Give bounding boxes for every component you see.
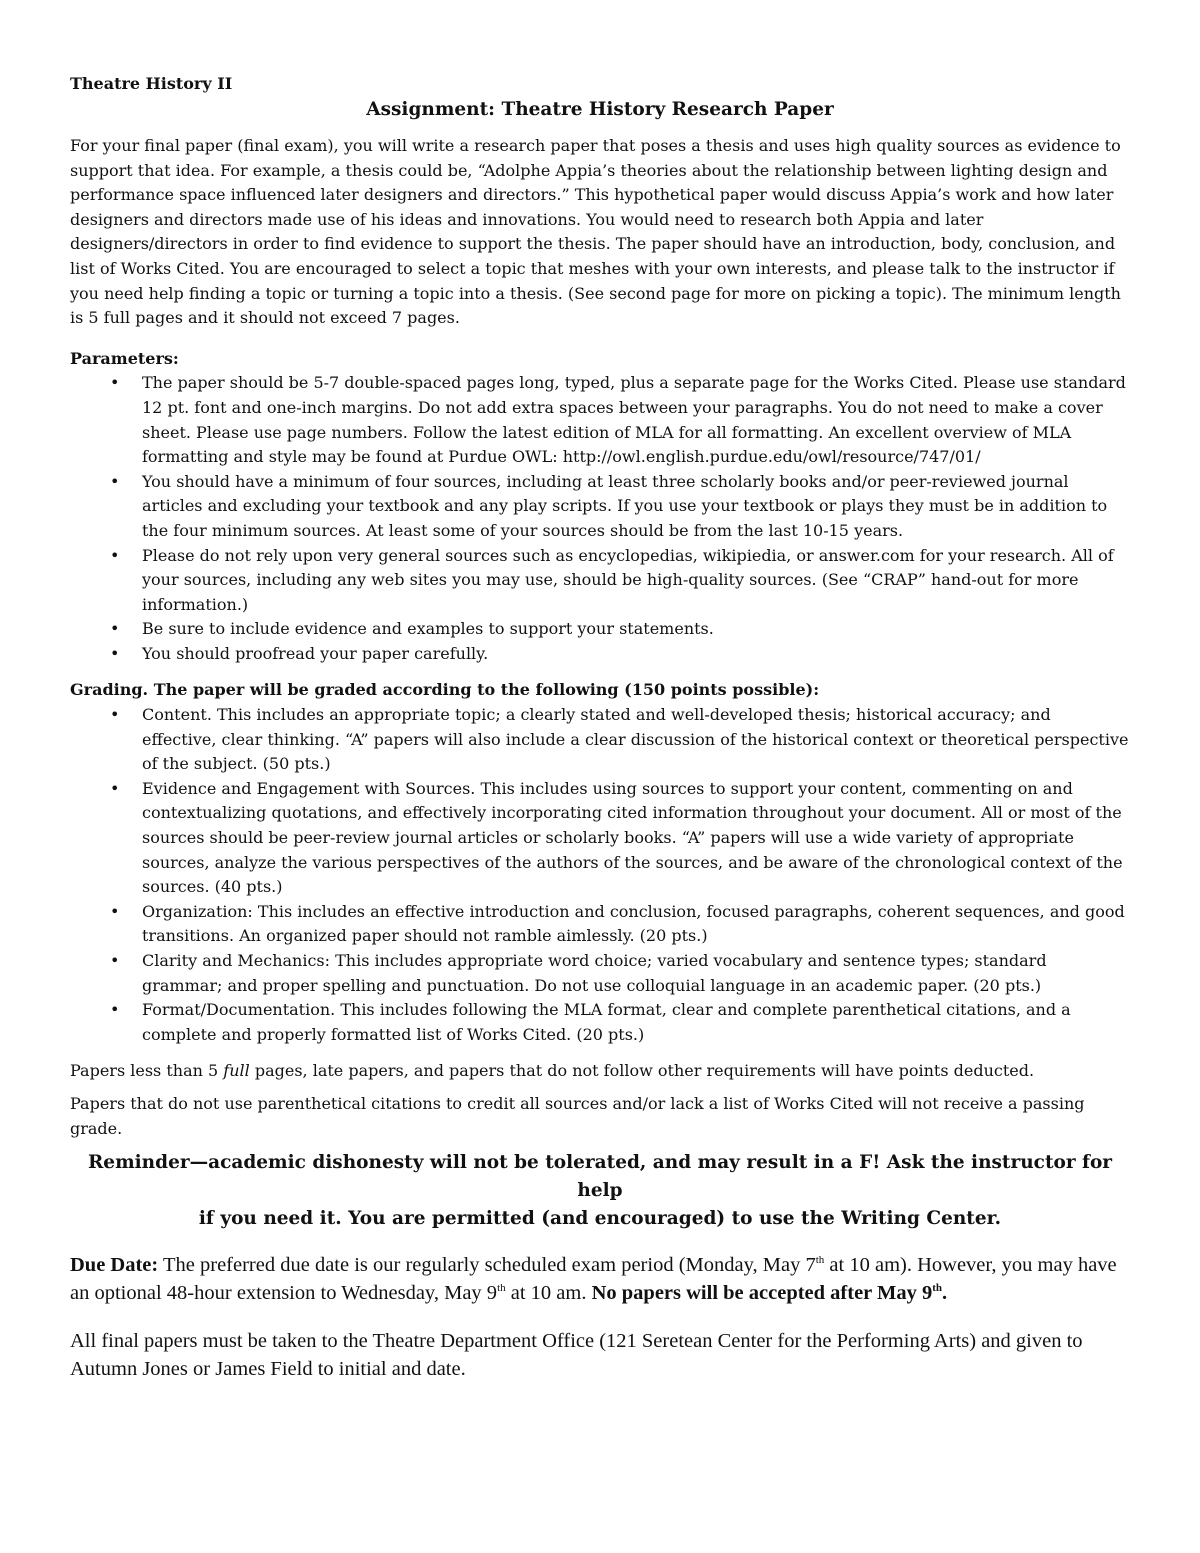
parameters-list [70,371,1130,666]
bullet-icon: • [110,901,120,921]
bullet-icon: • [110,951,120,970]
list-item-text: Content. This includes an appropriate topic; a clearly stated and well-developed thesis; historical accuracy; and effective, clear thinking. “A” papers will also include a clear discussion of the historical context or theoretical perspective of the subject. (50 pts.) [142,705,1129,774]
list-item [70,777,1130,900]
list-item [70,371,1130,469]
due-date-paragraph: Due Date: The preferred due date is our regularly scheduled exam period (Monday, May 7th at 10 am). However, you may have an optional 48-hour extension to Wednesday, May 9th at 10 am. No papers will be accepted after May 9th. [70,1254,1117,1305]
page-title: Assignment: Theatre History Research Paper [366,99,834,120]
bullet-icon: • [110,778,120,798]
list-item-text: Organization: This includes an effective introduction and conclusion, focused paragraphs, coherent sequences, and good transitions. An organized paper should not ramble aimlessly. (20 pts.) [142,901,1125,946]
list-item-text: You should have a minimum of four sources, including at least three scholarly books and/or peer-reviewed journal articles and excluding your textbook and any play scripts. If you use your textbook or plays they must be in addition to the four minimum sources. At least some of your sources should be from the last 10-15 years. [142,471,1108,540]
academic-honesty-reminder: Reminder—academic dishonesty will not be tolerated, and may result in a F! Ask the instructor for help if you need it. You are permitted (and encouraged) to use the Writing Center. [87,1152,1113,1230]
due-date-label: Due Date: [70,1254,159,1277]
bullet-icon: • [110,1000,120,1020]
bullet-icon: • [110,643,120,663]
grading-list [70,703,1130,1047]
submission-instructions: All final papers must be taken to the Theatre Department Office (121 Seretean Center for the Performing Arts) and given to Autumn Jones or James Field to initial and date. [70,1330,1083,1381]
list-item [70,642,1130,667]
course-name: Theatre History II [70,74,233,93]
list-item [70,703,1130,777]
late-policy-text: No papers will be accepted after May 9th. [591,1282,948,1305]
list-item [70,617,1130,642]
grading-heading: Grading. The paper will be graded according to the following (150 points possible): [70,680,820,700]
list-item [70,900,1130,949]
list-item-text: Evidence and Engagement with Sources. This includes using sources to support your content, commenting on and contextualizing quotations, and effectively incorporating cited information throughout your document. All or most of the sources should be peer-review journal articles or scholarly books. “A” papers will use a wide variety of appropriate sources, analyze the various perspectives of the authors of the sources, and be aware of the chronological context of the sources. (40 pts.) [142,778,1123,897]
list-item [70,470,1130,544]
length-penalty-note: Papers less than 5 full pages, late papers, and papers that do not follow other requirements will have points deducted. [70,1061,1035,1081]
bullet-icon: • [110,545,120,565]
list-item-text: You should proofread your paper carefully. [142,643,489,663]
citation-requirement-note: Papers that do not use parenthetical citations to credit all sources and/or lack a list of Works Cited will not receive a passing grade. [70,1093,1085,1138]
parameters-heading: Parameters: [70,348,179,368]
document-page [70,72,1130,1383]
list-item-text: Clarity and Mechanics: This includes appropriate word choice; varied vocabulary and sentence types; standard grammar; and proper spelling and punctuation. Do not use colloquial language in an academic paper. (20 pts.) [142,951,1047,995]
emphasis-full: full [223,1061,250,1081]
bullet-icon: • [110,619,120,639]
bullet-icon: • [110,705,120,725]
bullet-icon: • [110,471,120,491]
list-item-text: Be sure to include evidence and examples to support your statements. [142,619,714,639]
list-item-text: The paper should be 5-7 double-spaced pages long, typed, plus a separate page for the Works Cited. Please use standard 12 pt. font and one-inch margins. Do not add extra spaces between your paragraphs. You do not need to make a cover sheet. Please use page numbers. Follow the latest edition of MLA for all formatting. An excellent overview of MLA formatting and style may be found at Purdue OWL: http://owl.english.purdue.edu/owl/resource/747/01/ [142,373,1126,467]
list-item [70,544,1130,618]
intro-paragraph: For your final paper (final exam), you will write a research paper that poses a thesis and uses high quality sources as evidence to support that idea. For example, a thesis could be, “Adolphe Appia’s theories about the relationship between lighting design and performance space influenced later designers and directors.” This hypothetical paper would discuss Appia’s work and how later designers and directors made use of his ideas and innovations. You would need to research both Appia and later designers/directors in order to find evidence to support the thesis. The paper should have an introduction, body, conclusion, and list of Works Cited. You are encouraged to select a topic that meshes with your own interests, and please talk to the instructor if you need help finding a topic or turning a topic into a thesis. (See second page for more on picking a topic). The minimum length is 5 full pages and it should not exceed 7 pages. [70,136,1121,328]
list-item [70,998,1130,1047]
list-item-text: Format/Documentation. This includes following the MLA format, clear and complete parenthetical citations, and a complete and properly formatted list of Works Cited. (20 pts.) [142,1000,1071,1044]
bullet-icon: • [110,373,120,393]
list-item [70,949,1130,998]
list-item-text: Please do not rely upon very general sources such as encyclopedias, wikipiedia, or answer.com for your research. All of your sources, including any web sites you may use, should be high-quality sources. (See “CRAP” hand-out for more information.) [142,545,1114,614]
